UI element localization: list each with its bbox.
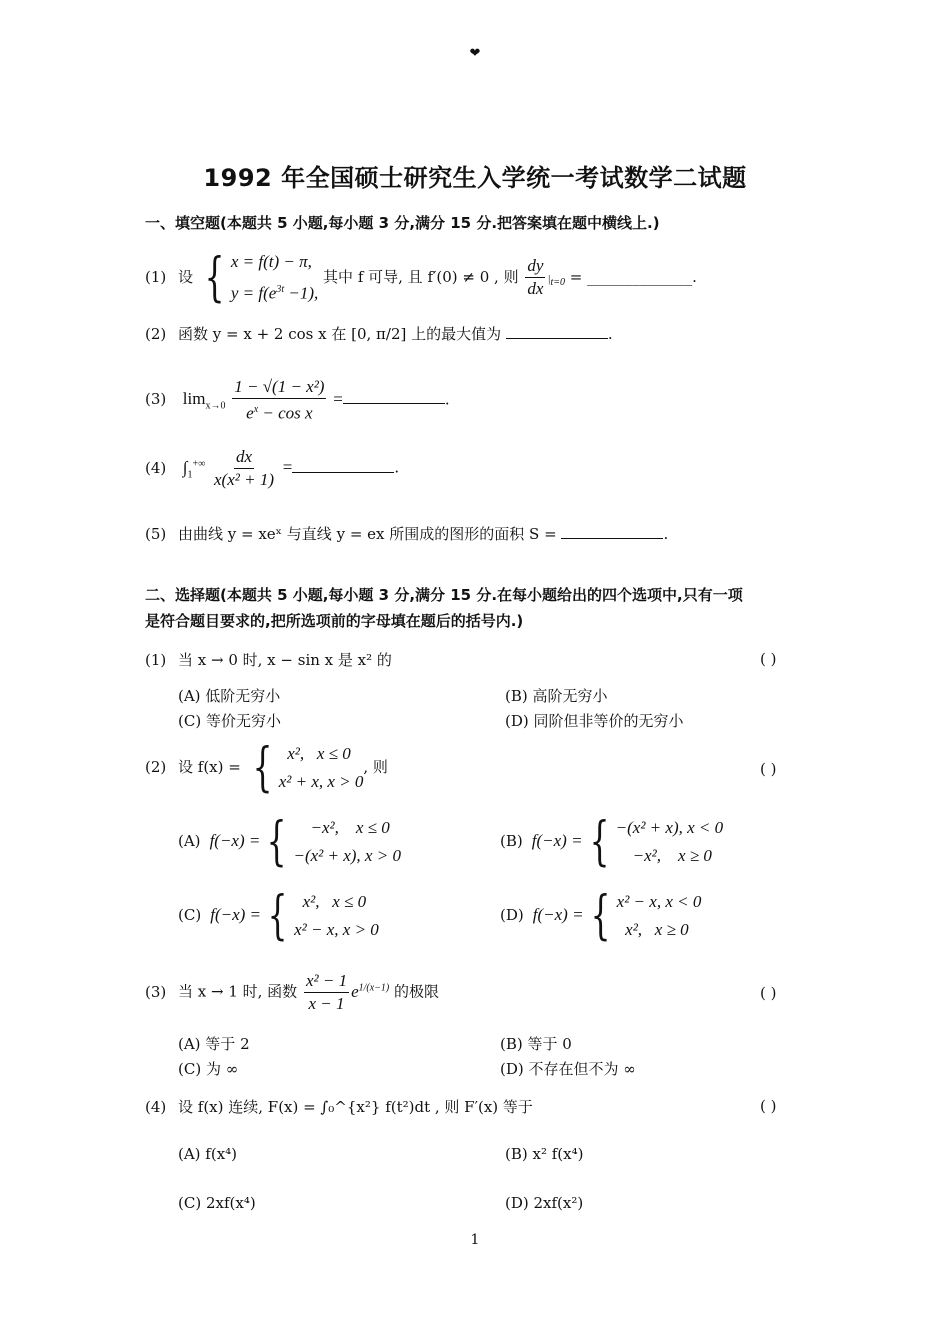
page-number: 1 (470, 1232, 480, 1248)
section2-heading-line2: 是符合题目要求的,把所选项前的字母填在题后的括号内.) (145, 612, 524, 630)
fill-question-1: (1) 设 { x = f(t) − π, $y = f(e^{3t} -1)$, 其中 f 可导, 且 f′(0) ≠ 0 , 则 $\frac{dy}{dx}$ $|_{t=0}$ = ______________. (145, 247, 697, 308)
heart-icon: ❤ (469, 46, 481, 61)
option-2c: (C) f(−x) = { x², x ≤ 0 x² − x, x > 0 (178, 886, 379, 946)
option-3d: (D) 不存在但不为 ∞ (500, 1060, 636, 1078)
option-2a: (A) f(−x) = { −x², x ≤ 0 −(x² + x), x > 0 (178, 812, 401, 872)
choice-question-1: (1) 当 x → 0 时, x − sin x 是 x² 的 (145, 651, 392, 669)
option-1d: (D) 同阶但非等价的无穷小 (505, 712, 684, 730)
fill-question-5: (5) 由曲线 y = xeˣ 与直线 y = ex 所围成的图形的面积 S = . (145, 525, 669, 543)
option-4d: (D) 2xf(x²) (505, 1194, 584, 1212)
answer-paren-3: ( ) (760, 984, 777, 1002)
choice-question-4: (4) 设 f(x) 连续, F(x) = ∫₀^{x²} f(t²)dt , 则 F′(x) 等于 (145, 1098, 533, 1116)
answer-paren-2: ( ) (760, 760, 777, 778)
option-1b: (B) 高阶无穷小 (505, 687, 608, 705)
option-1a: (A) 低阶无穷小 (178, 687, 281, 705)
option-1c: (C) 等价无穷小 (178, 712, 281, 730)
fill-question-3: (3) $\lim_{x\to 0}$ $\frac{\text{1 − √(1 − x²)}}{e^x - \cos x}$ = . (145, 377, 450, 423)
option-2d: (D) f(−x) = { x² − x, x < 0 x², x ≥ 0 (500, 886, 702, 946)
page-title: 1992 年全国硕士研究生入学统一考试数学二试题 (203, 164, 747, 192)
option-4b: (B) x² f(x⁴) (505, 1145, 584, 1163)
option-3b: (B) 等于 0 (500, 1035, 572, 1053)
option-3a: (A) 等于 2 (178, 1035, 250, 1053)
option-3c: (C) 为 ∞ (178, 1060, 239, 1078)
answer-paren-4: ( ) (760, 1097, 777, 1115)
section2-heading-line1: 二、选择题(本题共 5 小题,每小题 3 分,满分 15 分.在每小题给出的四个选项中,只有一项 (145, 586, 743, 604)
answer-paren-1: ( ) (760, 650, 777, 668)
section1-heading: 一、填空题(本题共 5 小题,每小题 3 分,满分 15 分.把答案填在题中横线上.) (145, 214, 660, 232)
choice-question-2: (2) 设 f(x) = { x², x ≤ 0 x² + x, x > 0 , 则 (145, 738, 388, 798)
choice-question-3: (3) 当 x → 1 时, 函数 $\frac{\text{x² − 1}}{x - 1}$ $e^{1/(x-1)}$ 的极限 (145, 971, 440, 1013)
option-4c: (C) 2xf(x⁴) (178, 1194, 256, 1212)
fill-question-2: (2) 函数 y = x + 2 cos x 在 [0, π/2] 上的最大值为 . (145, 325, 613, 343)
fill-question-4: (4) $\int_1^{+\infty}$ $\frac{dx}{\text{x(x² + 1)}}$ = . (145, 447, 400, 489)
option-4a: (A) f(x⁴) (178, 1145, 238, 1163)
option-2b: (B) f(−x) = { −(x² + x), x < 0 −x², x ≥ 0 (500, 812, 724, 872)
